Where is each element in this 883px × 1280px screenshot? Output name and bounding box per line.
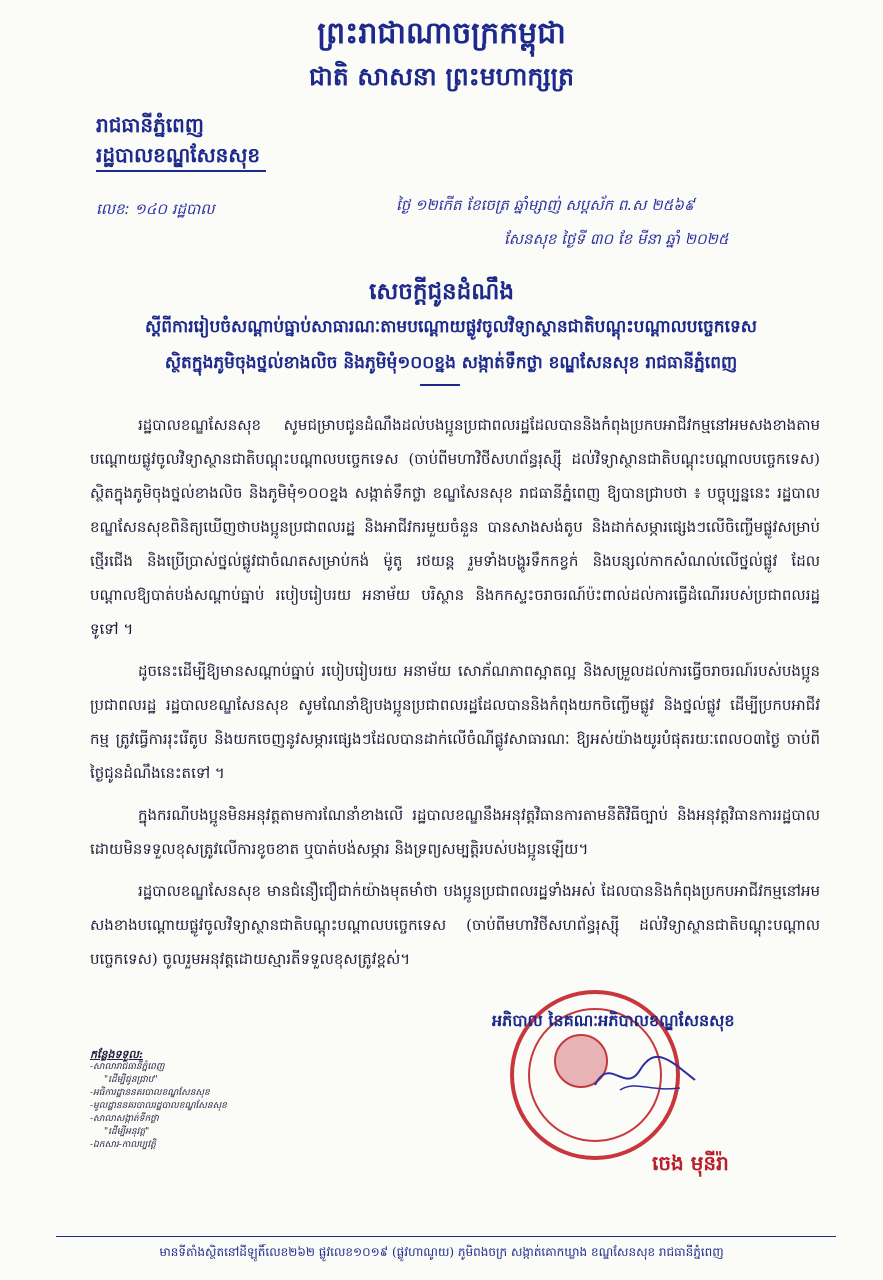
body-paragraph-4: រដ្ឋបាលខណ្ឌសែនសុខ មានជំនឿជឿជាក់យ៉ាងមុតមាំថា បងប្អូនប្រជាពលរដ្ឋទាំងអស់ ដែលបាននិងកំពុងប្រកបអាជីវកម្មនៅអមសងខាងបណ្តោយផ្លូវចូលវិទ្យាស្ថានជាតិបណ្តុះបណ្តាលបច្ចេកទេស (ចាប់ពីមហាវិថីសហព័ន្ធរុស្ស៊ី ដល់វិទ្យាស្ថានជាតិបណ្តុះបណ្តាលបច្ចេកទេស) ចូលរួមអនុវត្តដោយស្មារតីទទួលខុសត្រូវខ្ពស់។ [90,882,820,968]
notice-body [90,408,820,984]
body-paragraph-1: រដ្ឋបាលខណ្ឌសែនសុខ សូមជម្រាបជូនដំណឹងដល់បងប្អូនប្រជាពលរដ្ឋដែលបាននិងកំពុងប្រកបអាជីវកម្មនៅអមសងខាងតាមបណ្តោយផ្លូវចូលវិទ្យាស្ថានជាតិបណ្តុះបណ្តាលបច្ចេកទេស (ចាប់ពីមហាវិថីសហព័ន្ធរុស្ស៊ី ដល់វិទ្យាស្ថានជាតិបណ្តុះបណ្តាលបច្ចេកទេស) ស្ថិតក្នុងភូមិចុងថ្នល់ខាងលិច និងភូមិមុំ១០០ខ្នង សង្កាត់ទឹកថ្លា ខណ្ឌសែនសុខ រាជធានីភ្នំពេញ ឱ្យបានជ្រាបថា ៖ បច្ចុប្បន្ននេះ រដ្ឋបាលខណ្ឌសែនសុខពិនិត្យឃើញថាបងប្អូនប្រជាពលរដ្ឋ និងអាជីវករមួយចំនួន បានសាងសង់តូប និងដាក់សម្ភារផ្សេងៗលើចិញ្ចើមផ្លូវសម្រាប់ថ្មើរជើង និងប្រើប្រាស់ថ្នល់ផ្លូវជាចំណតសម្រាប់កង់ ម៉ូតូ រថយន្ត រួមទាំងបង្ហូរទឹកកខ្វក់ និងបន្សល់កាកសំណល់លើថ្នល់ផ្លូវ ដែលបណ្តាលឱ្យបាត់បង់សណ្តាប់ធ្នាប់ របៀបរៀបរយ អនាម័យ បរិស្ថាន និងកកស្ទះចរាចរណ៍ប៉ះពាល់ដល់ការធ្វើដំណើររបស់ប្រជាពលរដ្ឋទូទៅ ។ [90,416,820,638]
motto-heading: ជាតិ សាសនា ព្រះមហាក្សត្រ [309,62,574,91]
body-paragraph-2: ដូចនេះដើម្បីឱ្យមានសណ្តាប់ធ្នាប់ របៀបរៀបរយ អនាម័យ សោភ័ណភាពស្អាតល្អ និងសម្រួលដល់ការធ្វើចរាចរណ៍របស់បងប្អូនប្រជាពលរដ្ឋ រដ្ឋបាលខណ្ឌសែនសុខ សូមណែនាំឱ្យបងប្អូនប្រជាពលរដ្ឋដែលបាននិងកំពុងយកចិញ្ចើមផ្លូវ និងថ្នល់ផ្លូវ ដើម្បីប្រកបអាជីវកម្ម ត្រូវធ្វើការរុះរើតូប និងយកចេញនូវសម្ភារផ្សេងៗដែលបានដាក់លើចំណីផ្លូវសាធារណៈ ឱ្យអស់យ៉ាងយូរបំផុតរយៈពេល០៣ថ្ងៃ ចាប់ពីថ្ងៃជូនដំណឹងនេះតទៅ ។ [90,662,820,782]
cc-title: កន្លែងទទួល: [90,1048,143,1061]
header-underline [96,170,266,172]
kingdom-heading: ព្រះរាជាណាចក្រកម្ពុជា [317,16,566,51]
solar-date: សែនសុខ ថ្ងៃទី ៣០ ខែ មីនា ឆ្នាំ ២០២៥ [504,230,729,248]
capital-label: រាជធានីភ្នំពេញ [96,113,204,137]
cc-item: -មូលដ្ឋាននគរបាលរដ្ឋបាលខណ្ឌសែនសុខ [90,1101,227,1111]
signatory-title: អភិបាល នៃគណៈអភិបាលខណ្ឌសែនសុខ [492,1011,735,1030]
subject-underline [420,384,460,386]
handwritten-signature [590,1050,700,1100]
footer-address: មានទីតាំងស្ថិតនៅដីឡូតិ៍លេខ២៦២ ផ្លូវលេខ១០១៩ (ផ្លូវហាណូយ) ភូមិពងចក្រ សង្កាត់គោកឃ្លាង ខណ្ឌសែនសុខ រាជធានីភ្នំពេញ [159,1245,724,1259]
cc-item: "ដើម្បីជូនជ្រាប" [104,1075,158,1085]
district-admin-label: រដ្ឋបាលខណ្ឌសែនសុខ [96,143,261,167]
cc-item: -សាលាសង្កាត់ទឹកថ្លា [90,1114,159,1124]
document-number: លេខ: ១៤០ រដ្ឋបាល [96,200,215,218]
cc-item: "ដើម្បីអនុវត្ត" [104,1127,150,1137]
cc-item: -សាលារាជធានីភ្នំពេញ [90,1062,165,1072]
cc-item: -អធិការដ្ឋាននគរបាលខណ្ឌសែនសុខ [90,1088,210,1098]
notice-title: សេចក្តីជូនដំណឹង [369,278,514,305]
distribution-list [90,1048,290,1152]
subject-line-2: ស្ថិតក្នុងភូមិចុងថ្នល់ខាងលិច និងភូមិមុំ១០០ខ្នង សង្កាត់ទឹកថ្លា ខណ្ឌសែនសុខ រាជធានីភ្នំពេញ [164,353,738,373]
lunar-date: ថ្ងៃ ១២កើត ខែចេត្រ ឆ្នាំម្សាញ់ សប្តស័ក ព.ស ២៥៦៩ [396,196,695,214]
signer-name: ចេង មុនីរ៉ា [652,1151,729,1175]
subject-line-1: ស្តីពីការរៀបចំសណ្តាប់ធ្នាប់សាធារណៈតាមបណ្តោយផ្លូវចូលវិទ្យាស្ថានជាតិបណ្តុះបណ្តាលបច្ចេកទេស [145,317,757,337]
body-paragraph-3: ក្នុងករណីបងប្អូនមិនអនុវត្តតាមការណែនាំខាងលើ រដ្ឋបាលខណ្ឌនឹងអនុវត្តវិធានការតាមនីតិវិធីច្បាប់ និងអនុវត្តវិធានការរដ្ឋបាល ដោយមិនទទួលខុសត្រូវលើការខូចខាត ឬបាត់បង់សម្ភារ និងទ្រព្យសម្បត្តិរបស់បងប្អូនឡើយ។ [90,806,820,858]
footer-divider [56,1236,836,1237]
cc-item: -ឯកសារ-កាលប្បវត្តិ [90,1140,156,1150]
